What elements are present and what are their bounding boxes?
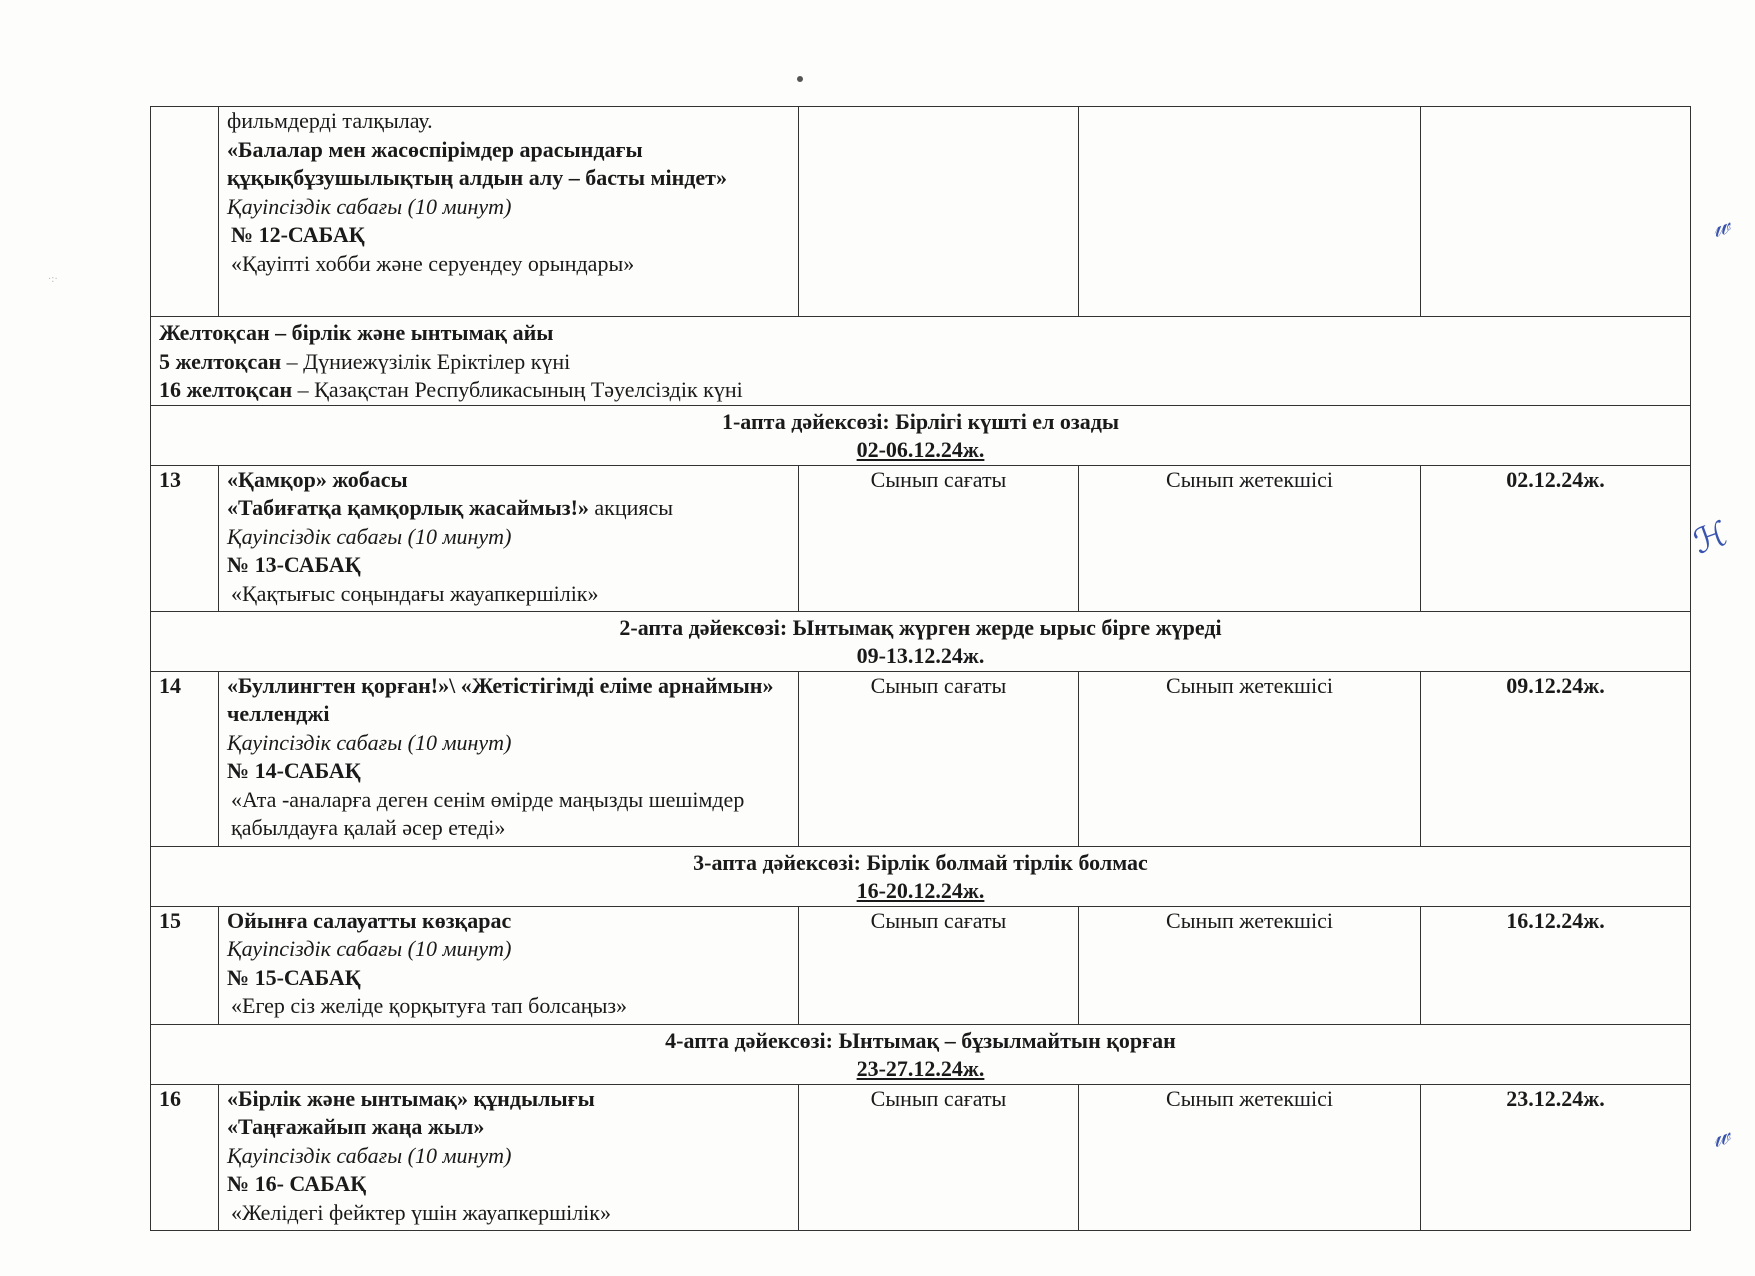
week-header-row <box>151 611 1691 671</box>
checkmark-icon: ℋ <box>1688 513 1734 563</box>
table-row <box>151 465 1691 611</box>
lesson-topic: «Қақтығыс соңындағы жауапкершілік» <box>231 580 599 606</box>
week-range: 16-20.12.24ж. <box>856 878 985 903</box>
responsible-cell <box>1079 107 1421 317</box>
month-header-row <box>151 317 1691 406</box>
week-header <box>151 405 1691 465</box>
month-day-2 <box>159 376 1682 405</box>
responsible-cell: Сынып жетекшісі <box>1079 465 1421 611</box>
event-title: Ойынға салауатты көзқарас <box>227 907 512 933</box>
table-row <box>151 1084 1691 1230</box>
lesson-topic: «Егер сіз желіде қорқытуға тап болсаңыз» <box>231 993 628 1018</box>
form-cell: Сынып сағаты <box>799 906 1079 1024</box>
lesson-number: № 13-САБАҚ <box>227 552 361 577</box>
event-title-bold: «Табиғатқа қамқорлық жасаймыз!» <box>227 495 589 520</box>
event-line: фильмдерді талқылау. <box>227 108 433 133</box>
day-text: – Қазақстан Республикасының Тәуелсіздік күні <box>292 377 743 402</box>
week-header <box>151 611 1691 671</box>
week-motto: 1-апта дәйексөзі: Бірлігі күшті ел озады <box>721 408 1120 434</box>
safety-label: Қауіпсіздік сабағы (10 минут) <box>227 1142 512 1168</box>
checkmark-icon: 𝓌 <box>1707 209 1735 245</box>
event-title: «Буллингтен қорған!»\ «Жетістігімді еліме арнаймын» челленджі <box>227 672 774 726</box>
event-cell <box>219 671 799 846</box>
form-cell: Сынып сағаты <box>799 465 1079 611</box>
lesson-number: № 14-САБАҚ <box>227 758 361 783</box>
event-cell <box>219 107 799 317</box>
form-cell: Сынып сағаты <box>799 671 1079 846</box>
responsible-cell: Сынып жетекшісі <box>1079 1084 1421 1230</box>
lesson-number: № 16- САБАҚ <box>227 1171 367 1196</box>
month-day-1 <box>159 348 1682 377</box>
month-title: Желтоқсан – бірлік және ынтымақ айы <box>159 320 554 345</box>
event-title-line2 <box>227 494 790 523</box>
row-number: 14 <box>151 671 219 846</box>
week-motto: 4-апта дәйексөзі: Ынтымақ – бұзылмайтын қорған <box>665 1027 1176 1053</box>
event-title: «Бірлік және ынтымақ» құндылығы <box>227 1085 595 1111</box>
lesson-topic: «Желідегі фейктер үшін жауапкершілік» <box>231 1199 611 1225</box>
lesson-topic: «Қауіпті хобби және серуендеу орындары» <box>231 250 635 276</box>
scan-speck: ·:· <box>48 274 58 285</box>
safety-label: Қауіпсіздік сабағы (10 минут) <box>227 936 512 961</box>
table-row <box>151 671 1691 846</box>
row-number: 15 <box>151 906 219 1024</box>
table-row <box>151 906 1691 1024</box>
month-header <box>151 317 1691 406</box>
responsible-cell: Сынып жетекшісі <box>1079 671 1421 846</box>
responsible-cell: Сынып жетекшісі <box>1079 906 1421 1024</box>
row-number: 16 <box>151 1084 219 1230</box>
row-number: 13 <box>151 465 219 611</box>
week-range: 09-13.12.24ж. <box>856 643 985 668</box>
day-text: – Дүниежүзілік Еріктілер күні <box>281 348 571 374</box>
week-motto: 3-апта дәйексөзі: Бірлік болмай тірлік болмас <box>693 849 1148 875</box>
date-cell: 02.12.24ж. <box>1421 465 1691 611</box>
event-cell <box>219 1084 799 1230</box>
checkmark-icon: 𝓌 <box>1707 1119 1735 1155</box>
form-cell: Сынып сағаты <box>799 1084 1079 1230</box>
safety-label: Қауіпсіздік сабағы (10 минут) <box>227 523 512 549</box>
week-header <box>151 1024 1691 1084</box>
lesson-number: № 15-САБАҚ <box>227 964 361 990</box>
safety-label: Қауіпсіздік сабағы (10 минут) <box>227 193 512 219</box>
lesson-topic: «Ата -аналарға деген сенім өмірде маңызды шешімдер қабылдауға қалай әсер етеді» <box>231 786 745 840</box>
week-range: 23-27.12.24ж. <box>856 1056 985 1081</box>
num-cell <box>151 107 219 317</box>
safety-label: Қауіпсіздік сабағы (10 минут) <box>227 729 512 755</box>
scan-dot <box>797 76 803 82</box>
week-header-row <box>151 405 1691 465</box>
form-cell <box>799 107 1079 317</box>
event-title-line2: «Таңғажайып жаңа жыл» <box>227 1114 485 1139</box>
event-title: «Қамқор» жобасы <box>227 466 408 492</box>
date-cell <box>1421 107 1691 317</box>
plan-table <box>150 106 1691 1231</box>
week-motto: 2-апта дәйексөзі: Ынтымақ жүрген жерде ырыс бірге жүреді <box>619 614 1222 640</box>
week-header-row <box>151 1024 1691 1084</box>
date-cell: 09.12.24ж. <box>1421 671 1691 846</box>
day-date: 5 желтоқсан <box>159 348 282 374</box>
event-cell <box>219 906 799 1024</box>
event-title: «Балалар мен жасөспірімдер арасындағы құқықбұзушылықтың алдын алу – басты міндет» <box>227 136 727 190</box>
week-header <box>151 846 1691 906</box>
table-row <box>151 107 1691 317</box>
day-date: 16 желтоқсан <box>159 377 293 402</box>
date-cell: 23.12.24ж. <box>1421 1084 1691 1230</box>
event-cell <box>219 465 799 611</box>
date-cell: 16.12.24ж. <box>1421 906 1691 1024</box>
lesson-number: № 12-САБАҚ <box>231 222 365 247</box>
week-header-row <box>151 846 1691 906</box>
week-range: 02-06.12.24ж. <box>856 437 985 462</box>
event-title-plain: акциясы <box>588 495 674 520</box>
